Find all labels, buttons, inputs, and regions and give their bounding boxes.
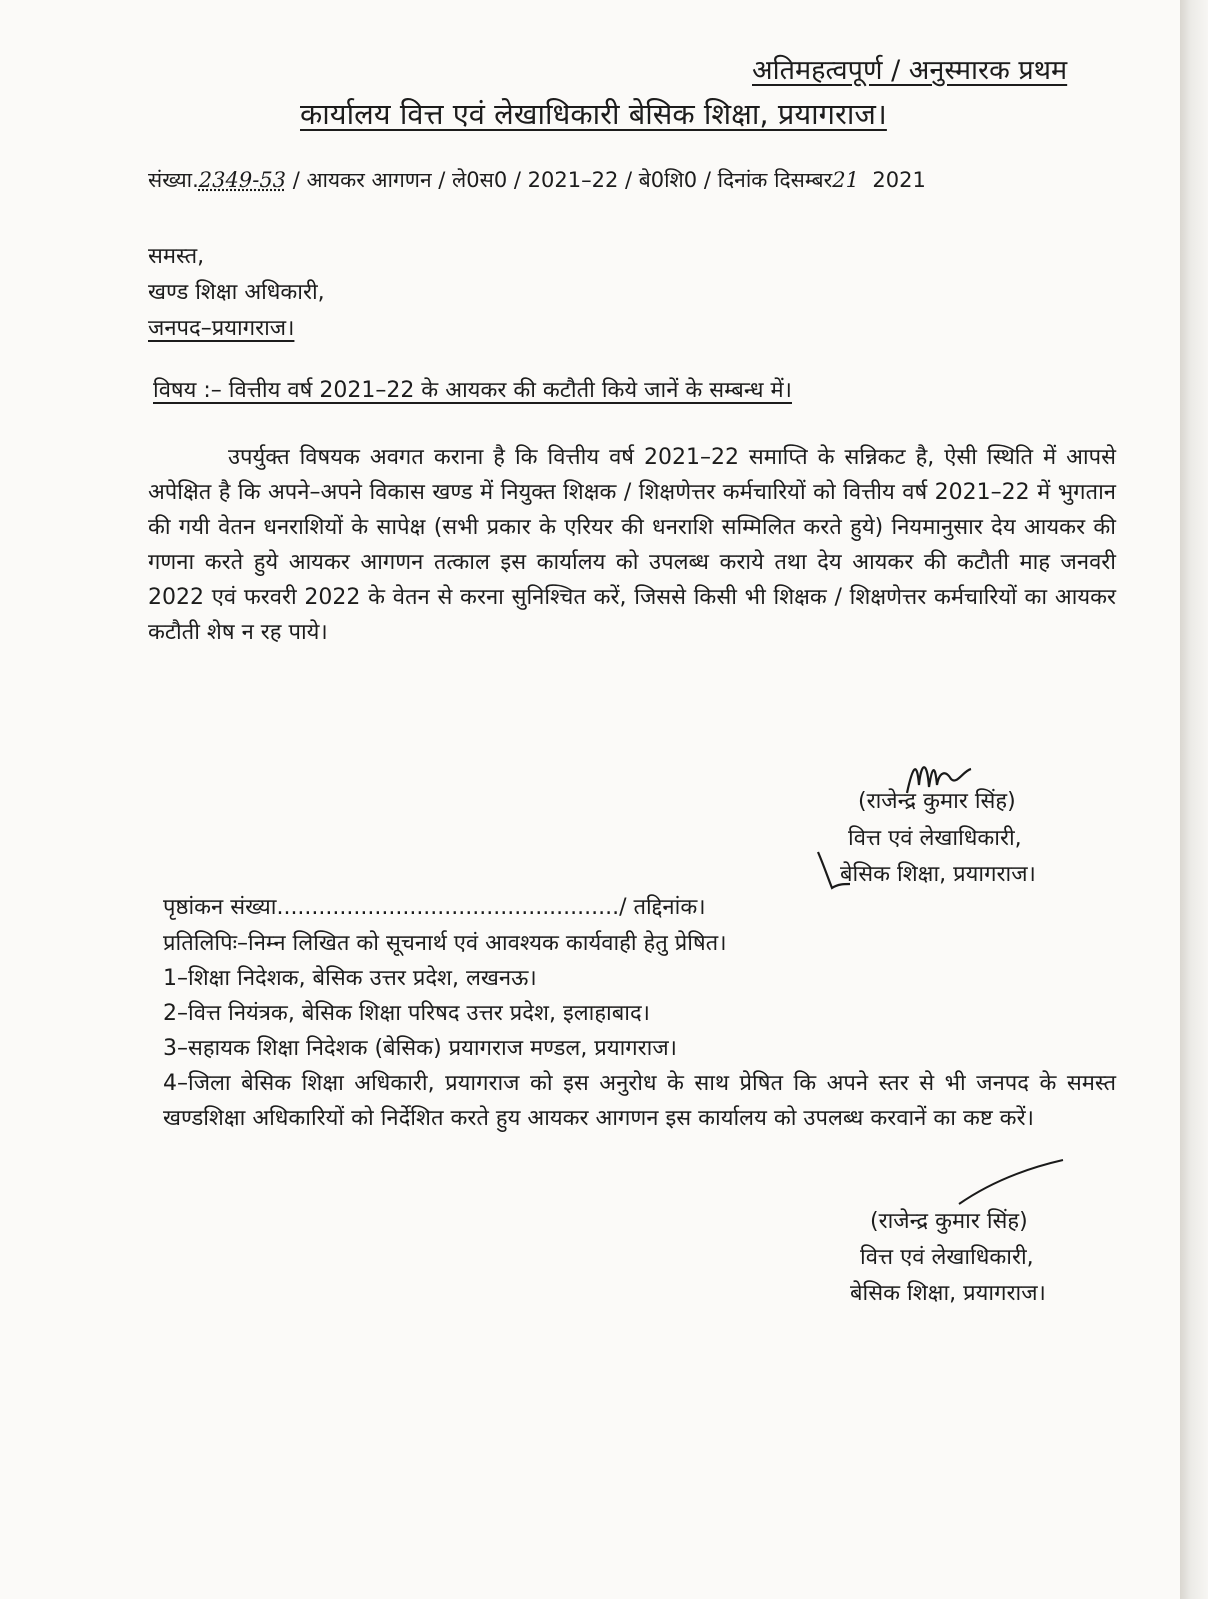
reference-rest: / आयकर आगणन / ले0स0 / 2021–22 / बे0शि0 / दिनांक दिसम्बर (286, 168, 833, 192)
reference-day: 21 (832, 168, 859, 192)
initial-mark-1 (814, 848, 854, 892)
reference-prefix: संख्या. (148, 168, 199, 192)
addressee-line-3: जनपद–प्रयागराज। (148, 316, 295, 341)
reference-number: 2349-53 (198, 168, 287, 192)
addressee-line-2: खण्ड शिक्षा अधिकारी, (148, 280, 325, 305)
signature-2-name: (राजेन्द्र कुमार सिंह) (870, 1209, 1028, 1234)
subject-line: विषय :– वित्तीय वर्ष 2021–22 के आयकर की कटौती किये जानें के सम्बन्ध में। (153, 378, 792, 403)
signature-2-office: बेसिक शिक्षा, प्रयागराज। (850, 1281, 1046, 1306)
signature-mark-2 (955, 1158, 1067, 1208)
addressee-line-1: समस्त, (148, 244, 205, 269)
endorsement-item-1: 1–शिक्षा निदेशक, बेसिक उत्तर प्रदेश, लखनऊ। (163, 966, 537, 991)
endorsement-number-line: पृष्ठांकन संख्या................................................./ तद्दिनांक। (163, 895, 706, 920)
signature-2-designation: वित्त एवं लेखाधिकारी, (860, 1245, 1034, 1270)
signature-1-name: (राजेन्द्र कुमार सिंह) (858, 789, 1016, 814)
body-paragraph: उपर्युक्त विषयक अवगत कराना है कि वित्तीय वर्ष 2021–22 समाप्ति के सन्निकट है, ऐसी स्थिति में आपसे अपेक्षित है कि अपने–अपने विकास खण्ड में नियुक्त शिक्षक / शिक्षणेत्तर कर्मचारियों को वित्तीय वर्ष 2021–22 में भुगतान की गयी वेतन धनराशियों के सापेक्ष (सभी प्रकार के एरियर की धनराशि सम्मिलित करते हुये) नियमानुसार देय आयकर की गणना करते हुये आयकर आगणन तत्काल इस कार्यालय को उपलब्ध कराये तथा देय आयकर की कटौती माह जनवरी 2022 एवं फरवरी 2022 के वेतन से करना सुनिश्चित करें, जिससे किसी भी शिक्षक / शिक्षणेत्तर कर्मचारियों का आयकर कटौती शेष न रह पाये। (148, 445, 1116, 645)
reference-year: 2021 (872, 168, 926, 192)
page-edge-strip (1180, 0, 1208, 1599)
endorsement-copy-line: प्रतिलिपिः–निम्न लिखित को सूचनार्थ एवं आवश्यक कार्यवाही हेतु प्रेषित। (163, 931, 727, 956)
endorsement-item-4: 4–जिला बेसिक शिक्षा अधिकारी, प्रयागराज को इस अनुरोध के साथ प्रेषित कि अपने स्तर से भी जनपद के समस्त खण्डशिक्षा अधिकारियों को निर्देशित करते हुय आयकर आगणन इस कार्यालय को उपलब्ध करवानें का कष्ट करें। (163, 1071, 1116, 1131)
signature-1-designation: वित्त एवं लेखाधिकारी, (848, 826, 1022, 851)
reference-line (148, 166, 926, 194)
signature-1-office: बेसिक शिक्षा, प्रयागराज। (840, 862, 1036, 887)
endorsement-item-3: 3–सहायक शिक्षा निदेशक (बेसिक) प्रयागराज मण्डल, प्रयागराज। (163, 1036, 678, 1061)
priority-heading: अतिमहत्वपूर्ण / अनुस्मारक प्रथम (752, 55, 1068, 86)
endorsement-item-2: 2–वित्त नियंत्रक, बेसिक शिक्षा परिषद उत्तर प्रदेश, इलाहाबाद। (163, 1001, 651, 1026)
office-heading: कार्यालय वित्त एवं लेखाधिकारी बेसिक शिक्षा, प्रयागराज। (300, 97, 887, 131)
